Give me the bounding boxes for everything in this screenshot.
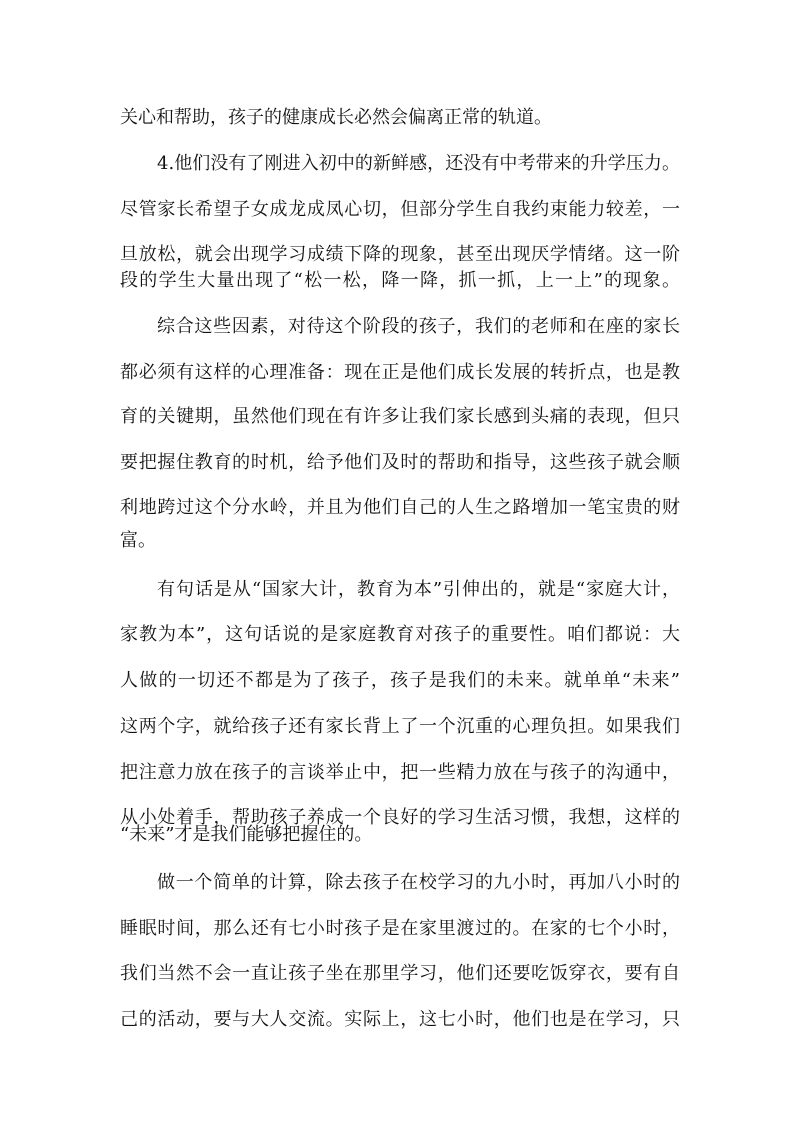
paragraph-first-line: 4.他们没有了刚进入初中的新鲜感，还没有中考带来的升学压力。: [157, 153, 680, 174]
text-line: 睡眠时间，那么还有七小时孩子是在家里渡过的。在家的七个小时，: [120, 918, 680, 939]
text-line: 旦放松，就会出现学习成绩下降的现象，甚至出现厌学情绪。这一阶: [120, 244, 680, 265]
text-line: 我们当然不会一直让孩子坐在那里学习，他们还要吃饭穿衣，要有自: [120, 963, 680, 984]
text-line: 这两个字，就给孩子还有家长背上了一个沉重的心理负担。如果我们: [120, 716, 680, 737]
paragraph-first-line: 综合这些因素，对待这个阶段的孩子，我们的老师和在座的家长: [157, 316, 680, 337]
text-line: 关心和帮助，孩子的健康成长必然会偏离正常的轨道。: [120, 107, 552, 128]
text-line: “未来”才是我们能够把握住的。: [120, 824, 373, 845]
text-line: 人做的一切还不都是为了孩子，孩子是我们的未来。就单单“未来”: [120, 670, 680, 691]
paragraph-first-line: 有句话是从“国家大计，教育为本”引伸出的，就是“家庭大计，: [157, 579, 680, 600]
paragraph-first-line: 做一个简单的计算，除去孩子在校学习的九小时，再加八小时的: [157, 872, 680, 893]
text-line: 把注意力放在孩子的言谈举止中，把一些精力放在与孩子的沟通中，: [120, 762, 680, 783]
text-line: 尽管家长希望子女成龙成凤心切，但部分学生自我约束能力较差，一: [120, 199, 680, 220]
text-line: 富。: [120, 530, 156, 551]
text-line: 要把握住教育的时机，给予他们及时的帮助和指导，这些孩子就会顺: [120, 452, 680, 473]
text-line: 己的活动，要与大人交流。实际上，这七小时，他们也是在学习，只: [120, 1009, 680, 1030]
text-line: 都必须有这样的心理准备：现在正是他们成长发展的转折点，也是教: [120, 362, 680, 383]
text-line: 育的关键期，虽然他们现在有许多让我们家长感到头痛的表现，但只: [120, 406, 680, 427]
text-line: 从小处着手，帮助孩子养成一个良好的学习生活习惯，我想，这样的: [120, 807, 680, 828]
text-line: 家教为本”，这句话说的是家庭教育对孩子的重要性。咱们都说：大: [120, 624, 680, 645]
text-line: 段的学生大量出现了“松一松，降一降，抓一抓，上一上”的现象。: [120, 270, 680, 291]
text-line: 利地跨过这个分水岭，并且为他们自己的人生之路增加一笔宝贵的财: [120, 497, 680, 518]
